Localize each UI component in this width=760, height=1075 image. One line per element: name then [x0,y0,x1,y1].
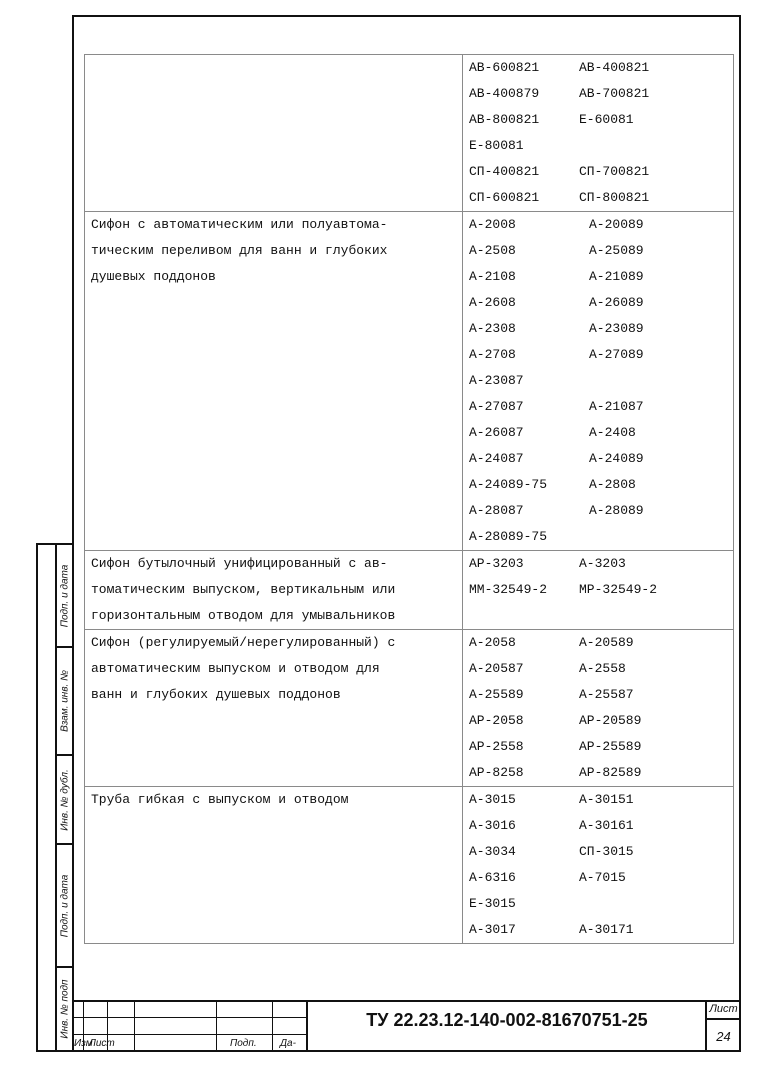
code-line [463,630,733,656]
description-line: душевых поддонов [91,269,216,284]
product-code: СП-400821 [469,164,540,179]
product-code: А-2808 [589,477,636,492]
product-code: А-28089 [589,503,644,518]
stamp-label: Подп. и дата [59,564,70,627]
product-code: Е-3015 [469,896,516,911]
code-line [463,498,733,524]
product-code: АР-2558 [469,739,524,754]
code-line [463,394,733,420]
code-line [463,159,733,185]
code-line [463,107,733,133]
product-code: АВ-600821 [469,60,540,75]
list-label: Лист [89,1038,115,1049]
izm-label: Изм [74,1038,93,1049]
date-label: Да- [280,1038,296,1049]
description-line: ванн и глубоких душевых поддонов [91,687,341,702]
product-code: А-3016 [469,818,516,833]
code-line [463,839,733,865]
product-code: А-3017 [469,922,516,937]
code-line [463,551,733,577]
codes-cell [463,212,734,551]
description-line: тическим переливом для ванн и глубоких [91,243,388,258]
product-code: АР-2058 [469,713,524,728]
description-line: Сифон бутылочный унифицированный с ав- [91,556,388,571]
description-line: Сифон с автоматическим или полуавтома- [91,217,388,232]
product-code: А-28087 [469,503,524,518]
table-row [85,212,734,551]
code-line [463,813,733,839]
product-code: А-28089-75 [469,529,548,544]
product-code: А-2558 [579,661,626,676]
product-code: Е-60081 [579,112,634,127]
code-line [463,577,733,603]
product-code: А-23087 [469,373,524,388]
product-code: А-3034 [469,844,516,859]
product-code: А-2708 [469,347,516,362]
stamp-label: Инв. № дубл. [59,768,70,831]
product-code: ММ-32549-2 [469,582,548,597]
code-line [463,865,733,891]
product-code: А-24089 [589,451,644,466]
product-code: А-24087 [469,451,524,466]
product-code: А-2108 [469,269,516,284]
code-line [463,212,733,238]
codes-cell [463,55,734,212]
product-code: А-20089 [589,217,644,232]
product-code: Е-80081 [469,138,524,153]
products-table [84,54,734,944]
product-code: АР-8258 [469,765,524,780]
code-line [463,55,733,81]
description-line: автоматическим выпуском и отводом для [91,661,380,676]
description-line: горизонтальным отводом для умывальников [91,608,396,623]
table-row [85,630,734,787]
description-cell [85,55,463,212]
stamp-label: Инв. № подп [59,979,70,1039]
stamp-dup-inv [55,754,74,845]
product-code: А-3015 [469,792,516,807]
sheet-number: 24 [716,1029,731,1044]
product-code: АВ-800821 [469,112,540,127]
stamp-replace-inv [55,646,74,756]
code-line [463,787,733,813]
code-line [463,656,733,682]
table-row [85,551,734,630]
code-line [463,760,733,786]
stamp-outer-column [36,543,57,1052]
code-line [463,368,733,394]
product-code: А-23089 [589,321,644,336]
product-code: А-21087 [589,399,644,414]
table-row [85,55,734,212]
code-line [463,917,733,943]
product-code: АР-3203 [469,556,524,571]
product-code: А-2608 [469,295,516,310]
description-cell [85,551,463,630]
code-line [463,81,733,107]
description-cell [85,630,463,787]
product-code: А-20587 [469,661,524,676]
code-line [463,238,733,264]
product-code: А-3203 [579,556,626,571]
product-code: А-2308 [469,321,516,336]
stamp-label: Взам. инв. № [59,670,70,732]
product-code: СП-700821 [579,164,650,179]
stamp-sign-date-1 [55,543,74,648]
codes-cell [463,551,734,630]
code-line [463,290,733,316]
product-code: А-20589 [579,635,634,650]
product-code: А-27089 [589,347,644,362]
code-line [463,524,733,550]
product-code: А-25089 [589,243,644,258]
description-cell [85,212,463,551]
product-code: А-30171 [579,922,634,937]
product-code: АВ-700821 [579,86,650,101]
sheet-label: Лист [709,1003,738,1015]
code-line [463,133,733,159]
podp-label: Подп. [230,1038,257,1049]
description-line: томатическим выпуском, вертикальным или [91,582,396,597]
description-line: Сифон (регулируемый/нерегулированный) с [91,635,396,650]
product-code: АВ-400879 [469,86,540,101]
product-code: АР-20589 [579,713,642,728]
code-line [463,316,733,342]
stamp-sign-date-2 [55,843,74,968]
code-line [463,891,733,917]
code-line [463,185,733,211]
table-row [85,787,734,944]
code-line [463,734,733,760]
code-line [463,682,733,708]
code-line [463,472,733,498]
product-code: А-2408 [589,425,636,440]
description-line: Труба гибкая с выпуском и отводом [91,792,349,807]
product-code: АР-82589 [579,765,642,780]
code-line [463,264,733,290]
product-code: СП-3015 [579,844,634,859]
product-code: СП-600821 [469,190,540,205]
product-code: СП-800821 [579,190,650,205]
code-line [463,708,733,734]
product-code: А-2508 [469,243,516,258]
product-code: А-26087 [469,425,524,440]
product-code: А-7015 [579,870,626,885]
product-code: МР-32549-2 [579,582,658,597]
product-code: А-26089 [589,295,644,310]
product-code: А-6316 [469,870,516,885]
product-code: А-25589 [469,687,524,702]
product-code: А-2008 [469,217,516,232]
product-code: АР-25589 [579,739,642,754]
product-code: А-25587 [579,687,634,702]
product-code: А-24089-75 [469,477,548,492]
codes-cell [463,630,734,787]
description-cell [85,787,463,944]
product-code: А-30151 [579,792,634,807]
code-line [463,446,733,472]
code-line [463,342,733,368]
product-code: А-2058 [469,635,516,650]
product-code: А-30161 [579,818,634,833]
product-code: АВ-400821 [579,60,650,75]
product-code: А-21089 [589,269,644,284]
codes-cell [463,787,734,944]
product-code: А-27087 [469,399,524,414]
code-line [463,420,733,446]
title-block [72,1000,741,1052]
document-code: ТУ 22.23.12-140-002-81670751-25 [366,1010,648,1030]
stamp-label: Подп. и дата [59,874,70,937]
